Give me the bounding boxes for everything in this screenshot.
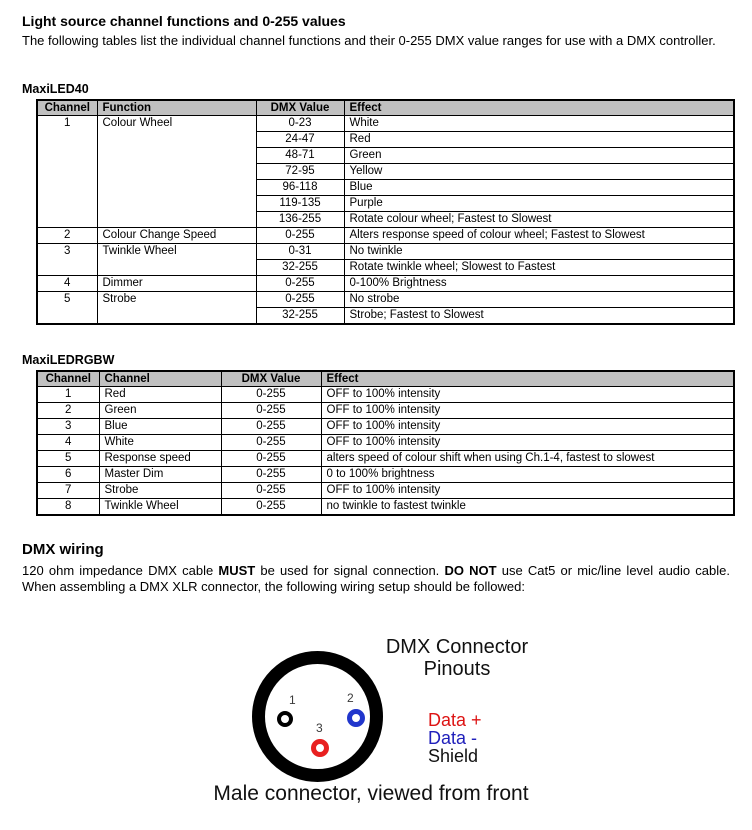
effect-cell: No strobe <box>344 292 734 308</box>
wiring-paragraph <box>22 563 730 596</box>
channel-number-cell: 6 <box>37 467 99 483</box>
effect-cell: OFF to 100% intensity <box>321 387 734 403</box>
dmx-value-cell: 32-255 <box>256 260 344 276</box>
wire-legend <box>428 711 482 765</box>
pin-1-label: 1 <box>289 693 296 707</box>
channel-number-cell: 8 <box>37 499 99 515</box>
effect-cell: OFF to 100% intensity <box>321 419 734 435</box>
channel-number-cell: 1 <box>37 387 99 403</box>
dmx-value-cell: 96-118 <box>256 180 344 196</box>
effect-cell: 0 to 100% brightness <box>321 467 734 483</box>
wiring-text: use Cat5 or mic/line level audio cable. When assembling a DMX XLR connector, the following wiring setup should be followed: <box>22 562 730 594</box>
dmx-value-cell: 0-255 <box>221 483 321 499</box>
column-header: DMX Value <box>221 371 321 387</box>
function-cell: Red <box>99 387 221 403</box>
diagram-title-line2: Pinouts <box>423 658 491 680</box>
page-title: Light source channel functions and 0-255 values <box>22 13 346 29</box>
channel-number-cell: 5 <box>37 451 99 467</box>
table-row <box>37 483 734 499</box>
dmx-value-cell: 0-255 <box>221 435 321 451</box>
effect-cell: Green <box>344 148 734 164</box>
dmx-value-cell: 136-255 <box>256 212 344 228</box>
dmx-value-cell: 0-255 <box>221 499 321 515</box>
channel-number-cell: 2 <box>37 228 97 244</box>
column-header: Channel <box>99 371 221 387</box>
legend-shield: Shield <box>428 746 479 766</box>
table-section-maxiled40 <box>22 83 730 325</box>
table-row <box>37 387 734 403</box>
dmx-value-cell: 72-95 <box>256 164 344 180</box>
dmx-value-cell: 0-255 <box>256 228 344 244</box>
function-cell: White <box>99 435 221 451</box>
table-section-maxiledrgbw <box>22 354 730 516</box>
function-cell: Dimmer <box>97 276 256 292</box>
table-row <box>37 292 734 308</box>
diagram-title <box>368 636 546 680</box>
dmx-value-cell: 119-135 <box>256 196 344 212</box>
pin-3-icon <box>311 739 329 757</box>
effect-cell: Rotate twinkle wheel; Slowest to Fastest <box>344 260 734 276</box>
effect-cell: Red <box>344 132 734 148</box>
pin-2-label: 2 <box>347 691 354 705</box>
column-header: DMX Value <box>256 100 344 116</box>
effect-cell: OFF to 100% intensity <box>321 435 734 451</box>
table-row <box>37 419 734 435</box>
diagram-caption: Male connector, viewed from front <box>213 782 529 805</box>
effect-cell: Rotate colour wheel; Fastest to Slowest <box>344 212 734 228</box>
effect-cell: Yellow <box>344 164 734 180</box>
wiring-emphasis: MUST <box>218 562 256 578</box>
maxiled40-channel-table <box>36 99 735 325</box>
dmx-value-cell: 0-255 <box>221 403 321 419</box>
diagram-title-line1: DMX Connector <box>385 636 529 658</box>
channel-number-cell: 3 <box>37 244 97 276</box>
wiring-text: be used for signal connection. <box>255 562 445 578</box>
column-header: Effect <box>344 100 734 116</box>
effect-cell: White <box>344 116 734 132</box>
table-row <box>37 228 734 244</box>
column-header: Effect <box>321 371 734 387</box>
connector-diagram <box>0 630 752 830</box>
legend-data: Data + <box>428 710 482 730</box>
effect-cell: OFF to 100% intensity <box>321 403 734 419</box>
pin-3-label: 3 <box>316 721 323 735</box>
dmx-value-cell: 0-255 <box>256 276 344 292</box>
dmx-value-cell: 0-255 <box>221 467 321 483</box>
effect-cell: OFF to 100% intensity <box>321 483 734 499</box>
table-row <box>37 244 734 260</box>
channel-number-cell: 1 <box>37 116 97 228</box>
legend-data: Data - <box>428 728 478 748</box>
table-row <box>37 116 734 132</box>
function-cell: Colour Wheel <box>97 116 256 228</box>
header-row <box>37 100 734 116</box>
column-header: Channel <box>37 100 97 116</box>
function-cell: Master Dim <box>99 467 221 483</box>
effect-cell: 0-100% Brightness <box>344 276 734 292</box>
column-header: Function <box>97 100 256 116</box>
intro-paragraph: The following tables list the individual channel functions and their 0-255 DMX value ranges for use with a DMX controller. <box>22 33 716 48</box>
dmx-value-cell: 0-255 <box>256 292 344 308</box>
table-row <box>37 499 734 515</box>
effect-cell: Blue <box>344 180 734 196</box>
function-cell: Response speed <box>99 451 221 467</box>
effect-cell: Purple <box>344 196 734 212</box>
function-cell: Colour Change Speed <box>97 228 256 244</box>
wiring-heading: DMX wiring <box>22 540 104 558</box>
channel-number-cell: 2 <box>37 403 99 419</box>
dmx-value-cell: 0-255 <box>221 451 321 467</box>
table-title-maxiled40: MaxiLED40 <box>22 81 89 96</box>
effect-cell: Strobe; Fastest to Slowest <box>344 308 734 324</box>
maxiledrgbw-channel-table <box>36 370 735 516</box>
table-row <box>37 435 734 451</box>
wiring-emphasis: DO NOT <box>444 562 497 578</box>
effect-cell: No twinkle <box>344 244 734 260</box>
effect-cell: Alters response speed of colour wheel; Fastest to Slowest <box>344 228 734 244</box>
dmx-value-cell: 0-31 <box>256 244 344 260</box>
effect-cell: no twinkle to fastest twinkle <box>321 499 734 515</box>
dmx-value-cell: 24-47 <box>256 132 344 148</box>
function-cell: Twinkle Wheel <box>97 244 256 276</box>
channel-number-cell: 4 <box>37 435 99 451</box>
dmx-value-cell: 0-23 <box>256 116 344 132</box>
pin-1-icon <box>277 711 293 727</box>
dmx-value-cell: 0-255 <box>221 419 321 435</box>
function-cell: Strobe <box>99 483 221 499</box>
table-row <box>37 451 734 467</box>
table-row <box>37 403 734 419</box>
dmx-value-cell: 48-71 <box>256 148 344 164</box>
header-row <box>37 371 734 387</box>
function-cell: Green <box>99 403 221 419</box>
function-cell: Strobe <box>97 292 256 324</box>
table-row <box>37 467 734 483</box>
dmx-value-cell: 32-255 <box>256 308 344 324</box>
function-cell: Twinkle Wheel <box>99 499 221 515</box>
channel-number-cell: 4 <box>37 276 97 292</box>
wiring-text: 120 ohm impedance DMX cable <box>22 562 219 578</box>
table-row <box>37 276 734 292</box>
channel-number-cell: 7 <box>37 483 99 499</box>
table-title-maxiledrgbw: MaxiLEDRGBW <box>22 352 115 367</box>
channel-number-cell: 5 <box>37 292 97 324</box>
effect-cell: alters speed of colour shift when using Ch.1-4, fastest to slowest <box>321 451 734 467</box>
pin-2-icon <box>347 709 365 727</box>
function-cell: Blue <box>99 419 221 435</box>
dmx-value-cell: 0-255 <box>221 387 321 403</box>
channel-number-cell: 3 <box>37 419 99 435</box>
column-header: Channel <box>37 371 99 387</box>
